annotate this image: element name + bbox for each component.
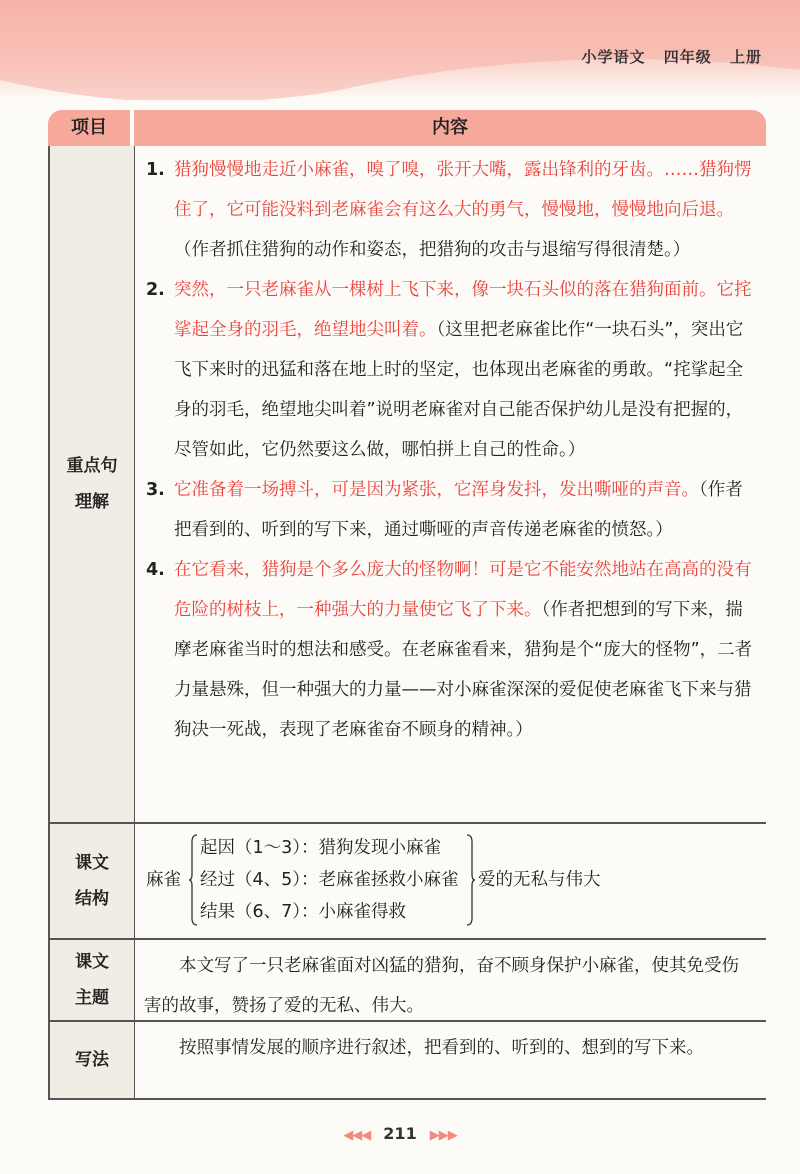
column-header-content: 内容: [134, 110, 766, 146]
row-label: [48, 824, 135, 938]
item-number: 4.: [146, 560, 165, 580]
item-number: 1.: [146, 160, 165, 180]
list-item: [144, 150, 754, 270]
item-number: 3.: [146, 480, 165, 500]
prev-arrows-icon: ◀◀◀: [343, 1128, 371, 1143]
row-label-line-1: 写法: [75, 1050, 109, 1070]
page-number: 211: [383, 1124, 417, 1143]
row-label-line-2: 结构: [75, 889, 109, 909]
table-row-key-sentences: [48, 146, 766, 824]
right-brace-icon: [466, 834, 476, 926]
subject-label: 小学语文: [581, 48, 646, 66]
structure-lines: [200, 832, 459, 928]
table-row-structure: [48, 824, 766, 940]
structure-line: 起因（1～3）：猎狗发现小麻雀: [200, 838, 442, 858]
structure-lead: 麻雀: [146, 870, 181, 890]
table-row-writing-method: [48, 1022, 766, 1100]
row-content: 按照事情发展的顺序进行叙述，把看到的、听到的、想到的写下来。: [179, 1038, 704, 1058]
list-item: [144, 470, 754, 550]
quoted-sentence: 突然，一只老麻雀从一棵树上飞下来，像一块石头似的落在猎狗面前。它挓挲起全身的羽毛，绝望地尖叫着。: [174, 280, 752, 340]
structure-line: 结果（6、7）：小麻雀得救: [200, 902, 407, 922]
row-label: [48, 146, 135, 822]
left-brace-icon: [188, 834, 198, 926]
list-item: [144, 270, 754, 470]
row-label-line-2: 理解: [75, 492, 109, 512]
table-header: [48, 110, 766, 146]
table-row-theme: [48, 940, 766, 1022]
structure-conclusion: 爱的无私与伟大: [478, 870, 601, 890]
grade-label: 四年级: [663, 48, 712, 66]
next-arrows-icon: ▶▶▶: [429, 1128, 457, 1143]
row-label-line-1: 课文: [75, 952, 109, 972]
row-content: 本文写了一只老麻雀面对凶猛的猎狗，奋不顾身保护小麻雀，使其免受伤害的故事，赞扬了爱的无私、伟大。: [144, 956, 739, 1016]
row-label-line-1: 课文: [75, 853, 109, 873]
list-item: [144, 550, 754, 750]
analysis-note: （这里把老麻雀比作“一块石头”，突出它飞下来时的迅猛和落在地上时的坚定，也体现出老麻雀的勇敢。“挓挲起全身的羽毛，绝望地尖叫着”说明老麻雀对自己能否保护幼儿是没有把握的，尽管如此，它仍然要这么做，哪怕拼上自己的性命。）: [174, 320, 744, 460]
quoted-sentence: 它准备着一场搏斗，可是因为紧张，它浑身发抖，发出嘶哑的声音。: [174, 480, 699, 500]
item-number: 2.: [146, 280, 165, 300]
volume-label: 上册: [729, 48, 762, 66]
analysis-note: （作者把看到的、听到的写下来，通过嘶哑的声音传递老麻雀的愤怒。）: [174, 480, 743, 540]
row-content: [134, 146, 766, 758]
row-label-line-1: 重点句: [66, 456, 118, 476]
quoted-sentence: 猎狗慢慢地走近小麻雀，嗅了嗅，张开大嘴，露出锋利的牙齿。……猎狗愣住了，它可能没料到老麻雀会有这么大的勇气，慢慢地，慢慢地向后退。: [174, 160, 752, 220]
analysis-note: （作者把想到的写下来，揣摩老麻雀当时的想法和感受。在老麻雀看来，猎狗是个“庞大的怪物”，二者力量悬殊，但一种强大的力量——对小麻雀深深的爱促使老麻雀飞下来与猎狗决一死战，表现了老麻雀奋不顾身的精神。）: [174, 600, 753, 740]
row-label: [48, 940, 135, 1020]
structure-diagram: [146, 832, 756, 932]
quoted-sentence: 在它看来，猎狗是个多么庞大的怪物啊！可是它不能安然地站在高高的没有危险的树枝上，一种强大的力量使它飞了下来。: [174, 560, 752, 620]
row-label: [48, 1022, 135, 1098]
summary-table: [48, 110, 766, 1100]
structure-line: 经过（4、5）：老麻雀拯救小麻雀: [200, 870, 459, 890]
book-info: [569, 46, 762, 67]
row-label-line-2: 主题: [75, 988, 109, 1008]
page-footer: [0, 1124, 800, 1143]
analysis-note: （作者抓住猎狗的动作和姿态，把猎狗的攻击与退缩写得很清楚。）: [174, 240, 691, 260]
column-header-item: 项目: [48, 110, 130, 146]
